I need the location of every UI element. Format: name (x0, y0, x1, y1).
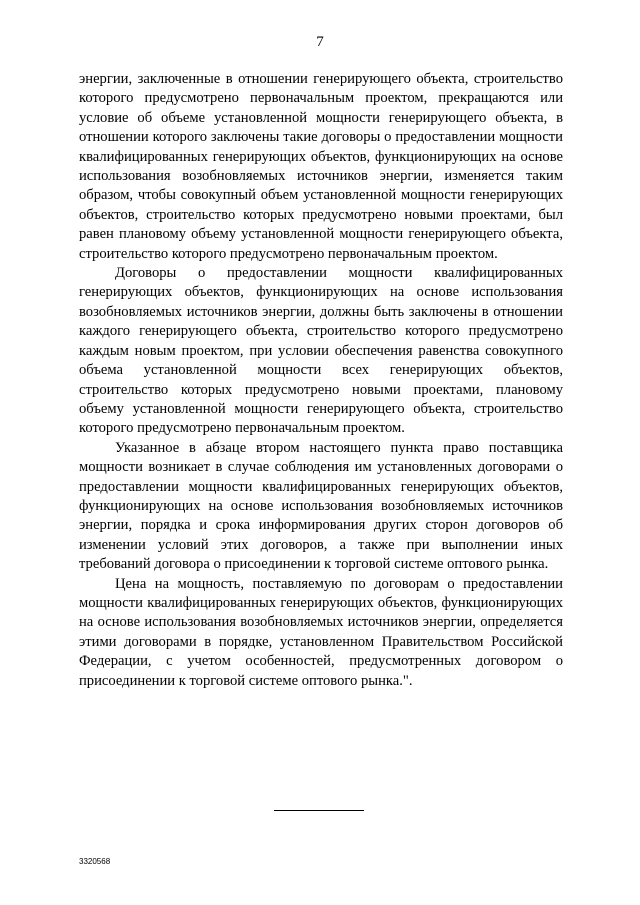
paragraph-continuation: энергии, заключенные в отношении генерирующего объекта, строительство которого предусмотрено первоначальным проектом, прекращаются или условие об объеме установленной мощности генерирующего объекта, в отношении которого заключены такие договоры о предоставлении мощности квалифицированных генерирующих объектов, функционирующих на основе использования возобновляемых источников энергии, изменяется таким образом, чтобы совокупный объем установленной мощности генерирующих объектов, строительство которых предусмотрено новыми проектами, был равен плановому объему установленной мощности генерирующего объекта, строительство которого предусмотрено первоначальным проектом. (79, 71, 563, 262)
document-body (79, 70, 563, 691)
page-number: 7 (316, 34, 324, 50)
paragraph-supplier-right: Указанное в абзаце втором настоящего пункта право поставщика мощности возникает в случае соблюдения им установленных договорами о предоставлении мощности квалифицированных генерирующих объектов, функционирующих на основе использования возобновляемых источников энергии, порядка и срока информирования других сторон договоров об изменении условий этих договоров, а также при выполнении иных требований договора о присоединении к торговой системе оптового рынка. (79, 439, 563, 573)
paragraph-contracts: Договоры о предоставлении мощности квалифицированных генерирующих объектов, функционирующих на основе использования возобновляемых источников энергии, должны быть заключены в отношении каждого генерирующего объекта, строительство которого предусмотрено каждым новым проектом, при условии обеспечения равенства совокупного объема установленной мощности всех генерирующих объектов, строительство которых предусмотрено новыми проектами, плановому объему установленной мощности генерирующего объекта, строительство которого предусмотрено первоначальным проектом. (79, 265, 563, 437)
paragraph-capacity-price: Цена на мощность, поставляемую по договорам о предоставлении мощности квалифицированных генерирующих объектов, функционирующих на основе использования возобновляемых источников энергии, определяется этими договорами в порядке, установленном Правительством Российской Федерации, с учетом особенностей, предусмотренных договором о присоединении к торговой системе оптового рынка.". (79, 575, 563, 689)
end-separator-line (274, 810, 364, 811)
document-code: 3320568 (79, 857, 111, 866)
